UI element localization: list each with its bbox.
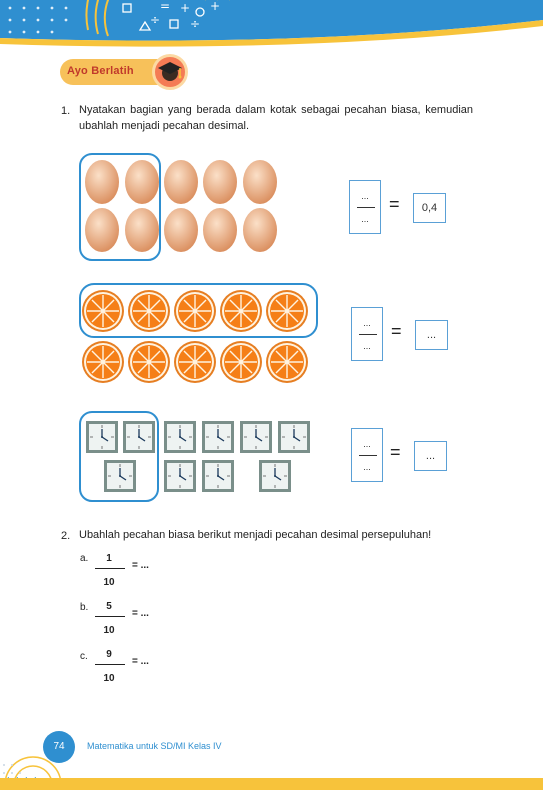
numerator-2: ... xyxy=(363,318,371,328)
fraction-bar xyxy=(359,455,377,456)
denominator-3: ... xyxy=(363,462,371,472)
denominator-1: ... xyxy=(361,214,369,224)
section-title: Ayo Berlatih xyxy=(67,65,134,77)
fraction-box-1[interactable] xyxy=(349,180,381,234)
answer-box-2[interactable]: ... xyxy=(415,320,448,350)
graduation-cap-icon xyxy=(152,54,188,90)
question-2-number: 2. xyxy=(61,530,71,542)
egg-picture xyxy=(78,152,288,264)
denominator-2: ... xyxy=(363,341,371,351)
equals-sign-3: = xyxy=(390,442,401,462)
egg-icon xyxy=(85,160,277,252)
fraction-bar xyxy=(95,616,125,617)
item-a-letter: a. xyxy=(80,553,89,564)
footer-bar xyxy=(0,778,543,790)
item-a-numerator: 1 xyxy=(106,553,112,564)
answer-box-3[interactable]: ... xyxy=(414,441,447,471)
fraction-bar xyxy=(95,568,125,569)
item-c-denominator: 10 xyxy=(103,673,115,684)
item-a-denominator: 10 xyxy=(103,577,115,588)
section-banner xyxy=(60,54,190,90)
page-number: 74 xyxy=(43,731,75,763)
item-a-answer[interactable]: = ... xyxy=(132,560,149,571)
question-1-number: 1. xyxy=(61,105,71,117)
item-c-letter: c. xyxy=(80,651,88,662)
orange-picture xyxy=(78,282,320,388)
item-b-letter: b. xyxy=(80,602,89,613)
clock-picture xyxy=(78,410,314,504)
item-b-numerator: 5 xyxy=(106,601,112,612)
book-title: Matematika untuk SD/MI Kelas IV xyxy=(87,741,222,751)
clock-icon xyxy=(86,421,310,492)
item-c-answer[interactable]: = ... xyxy=(132,656,149,667)
item-c-numerator: 9 xyxy=(106,649,112,660)
svg-text:÷: ÷ xyxy=(150,13,161,27)
question-1-text: Nyatakan bagian yang berada dalam kotak sebagai pecahan biasa, kemudian ubahlah menjadi pecahan desimal. xyxy=(79,104,473,132)
item-b-denominator: 10 xyxy=(103,625,115,636)
equals-sign-1: = xyxy=(389,194,400,214)
equals-sign-2: = xyxy=(391,321,402,341)
fraction-bar xyxy=(357,207,375,208)
fraction-box-3[interactable] xyxy=(351,428,383,482)
question-2-text: Ubahlah pecahan biasa berikut menjadi pecahan desimal persepuluhan! xyxy=(79,529,432,541)
item-b-answer[interactable]: = ... xyxy=(132,608,149,619)
header-decoration xyxy=(0,0,543,48)
numerator-3: ... xyxy=(363,439,371,449)
fraction-box-2[interactable] xyxy=(351,307,383,361)
fraction-bar xyxy=(95,664,125,665)
svg-text:+: + xyxy=(210,0,221,13)
svg-text:=: = xyxy=(160,0,171,13)
answer-box-1[interactable]: 0,4 xyxy=(413,193,446,223)
svg-text:÷: ÷ xyxy=(190,17,201,31)
numerator-1: ... xyxy=(361,191,369,201)
fraction-bar xyxy=(359,334,377,335)
svg-text:+: + xyxy=(180,1,191,15)
